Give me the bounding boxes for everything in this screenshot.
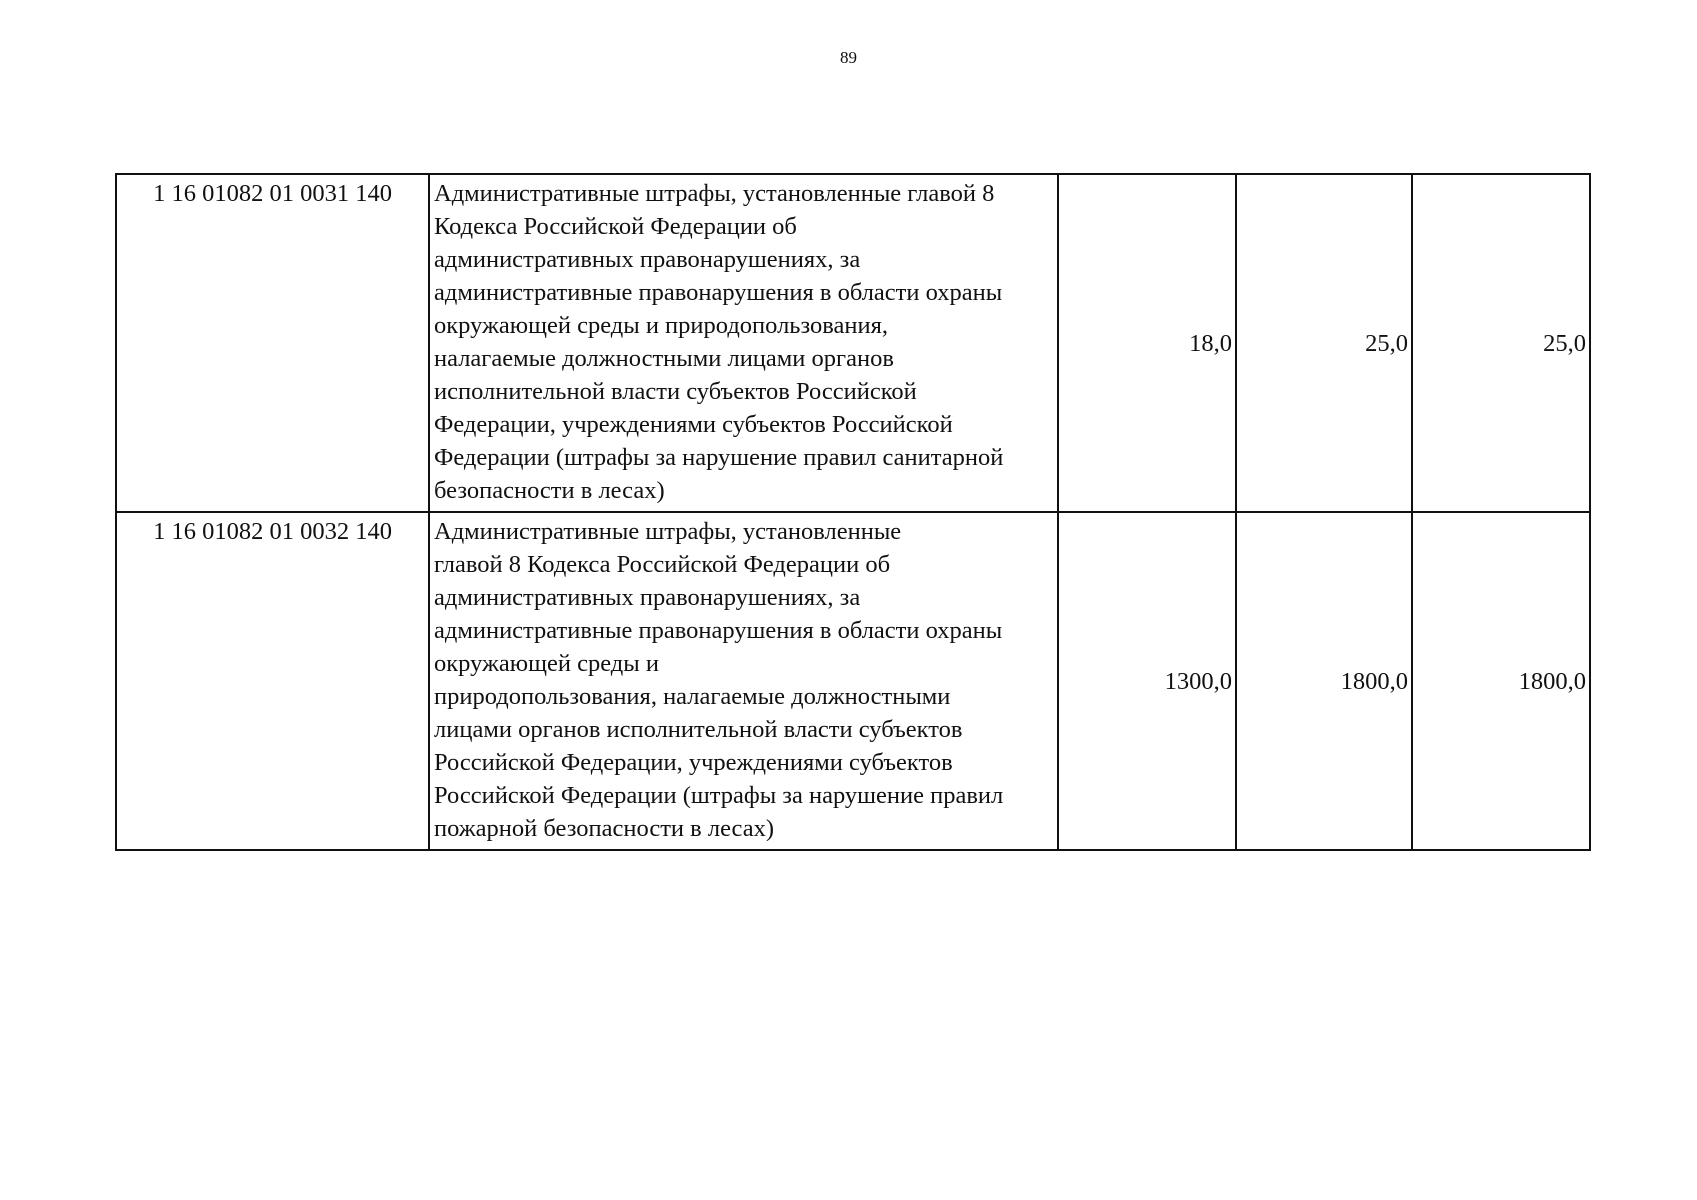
- description-cell: [429, 174, 1058, 512]
- budget-code-cell: 1 16 01082 01 0032 140: [116, 512, 429, 850]
- value-cell: 25,0: [1236, 174, 1412, 512]
- value-cell: 1300,0: [1058, 512, 1236, 850]
- description-line: исполнительной власти субъектов Российской: [434, 378, 917, 405]
- revenue-table: [115, 173, 1591, 851]
- table-row: [116, 174, 1590, 512]
- description-line: главой 8 Кодекса Российской Федерации об: [434, 551, 891, 578]
- description-line: административных правонарушениях, за: [434, 584, 861, 611]
- page-number: 89: [840, 48, 857, 67]
- description-line: административных правонарушениях, за: [434, 246, 861, 273]
- description-line: пожарной безопасности в лесах): [434, 815, 775, 842]
- description-line: безопасности в лесах): [434, 477, 665, 504]
- value-cell: 1800,0: [1236, 512, 1412, 850]
- description-line: налагаемые должностными лицами органов: [434, 345, 894, 372]
- description-line: Российской Федерации, учреждениями субъектов: [434, 749, 953, 776]
- table-row: [116, 512, 1590, 850]
- description-line: лицами органов исполнительной власти субъектов: [434, 716, 963, 743]
- description-line: Российской Федерации (штрафы за нарушение правил: [434, 782, 1004, 809]
- description-cell: [429, 512, 1058, 850]
- description-line: Федерации, учреждениями субъектов Российской: [434, 411, 953, 438]
- budget-code-cell: 1 16 01082 01 0031 140: [116, 174, 429, 512]
- value-cell: 18,0: [1058, 174, 1236, 512]
- description-line: Административные штрафы, установленные главой 8: [434, 180, 995, 207]
- description-line: природопользования, налагаемые должностными: [434, 683, 951, 710]
- description-line: окружающей среды и: [434, 650, 659, 677]
- description-line: Кодекса Российской Федерации об: [434, 213, 797, 240]
- description-line: окружающей среды и природопользования,: [434, 312, 888, 339]
- description-line: Федерации (штрафы за нарушение правил санитарной: [434, 444, 1004, 471]
- value-cell: 25,0: [1412, 174, 1590, 512]
- description-line: административные правонарушения в области охраны: [434, 279, 1003, 306]
- description-line: административные правонарушения в области охраны: [434, 617, 1003, 644]
- description-line: Административные штрафы, установленные: [434, 518, 902, 545]
- value-cell: 1800,0: [1412, 512, 1590, 850]
